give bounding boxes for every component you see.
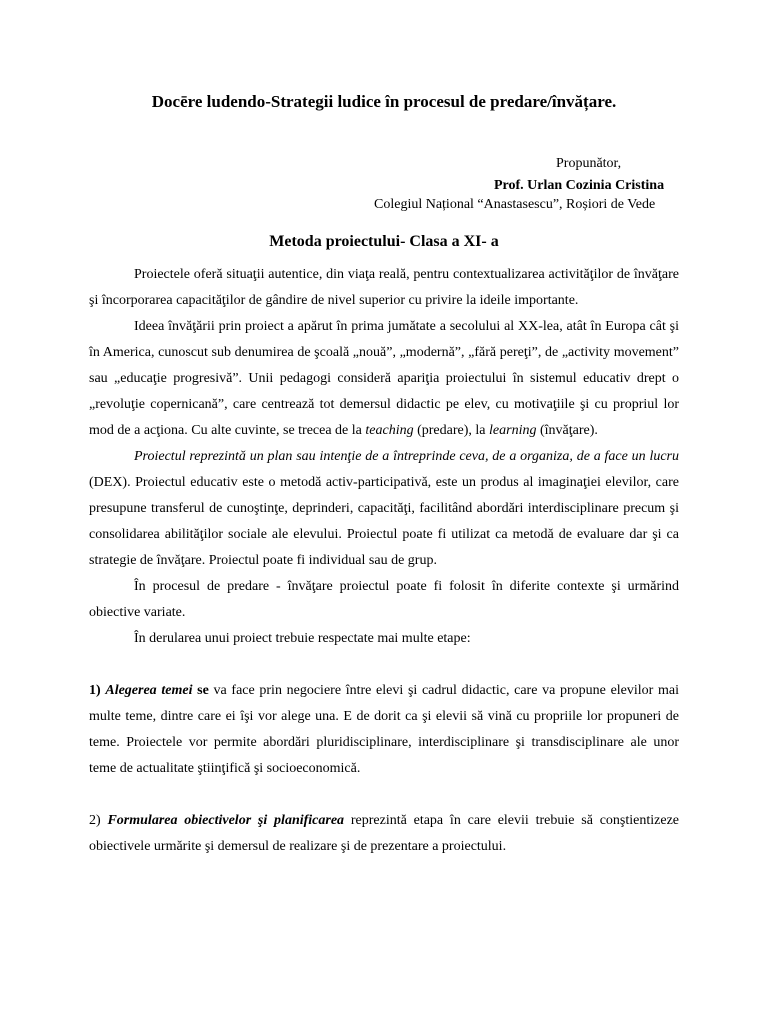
paragraph-definition: Proiectul reprezintă un plan sau intenţie de a întreprinde ceva, de a organiza, de a face un lucru (DEX). Proiectul educativ este o metodă activ-participativă, este un produs al imaginaţiei elevilor, care presupune transferul de cunoştinţe, deprinderi, capacităţi, facilitând abordări interdisciplinare precum şi consolidarea abilităţilor sociale ale elevului. Proiectul poate fi utilizat ca metodă de evaluare dar şi ca strategie de învăţare. Proiectul poate fi individual sau de grup. [89, 449, 679, 568]
document-title: Docēre ludendo-Strategii ludice în procesul de predare/învățare. [151, 92, 617, 111]
stage-1: 1) Alegerea temei se va face prin negociere între elevi şi cadrul didactic, care va propune elevilor mai multe teme, dintre care ei îşi vor alege una. E de dorit ca şi elevii să vină cu propriile lor propuneri de teme. Proiectele vor permite abordări pluridisciplinare, interdisciplinare şi transdisciplinare ale unor teme de actualitate ştiinţifică şi socioeconomică. [89, 683, 680, 776]
paragraph-intro: Proiectele oferă situaţii autentice, din viaţa reală, pentru contextualizarea activităţilor de învăţare şi încorporarea capacităţilor de gândire de nivel superior cu privire la ideile importante. [89, 267, 679, 308]
stage-2: 2) Formularea obiectivelor şi planificarea reprezintă etapa în care elevii trebuie să conştientizeze obiectivele urmărite şi demersul de realizare şi de prezentare a proiectului. [89, 813, 679, 854]
author-name: Prof. Urlan Cozinia Cristina [494, 178, 665, 193]
spacer [89, 652, 679, 678]
paragraph-stages-intro: În derularea unui proiect trebuie respectate mai multe etape: [134, 631, 471, 646]
author-school: Colegiul Național “Anastasescu”, Roșiori de Vede [374, 197, 656, 212]
paragraph-history: Ideea învăţării prin proiect a apărut în prima jumătate a secolului al XX-lea, atât în Europa cât şi în America, cunoscut sub denumirea de şcoală „nouă”, „modernă”, „fără pereţi”, de „activity movement” sau „educaţie progresivă”. Unii pedagogi consideră apariţia proiectului în sistemul educativ drept o „revoluţie copernicană”, care centrează tot demersul didactic pe elev, cu motivaţiile şi cu propriul lor mod de a acţiona. Cu alte cuvinte, se trecea de la teaching (predare), la learning (învăţare). [89, 319, 679, 438]
spacer [89, 782, 679, 808]
author-label: Propunător, [556, 156, 622, 171]
document-body [89, 262, 679, 860]
section-title: Metoda proiectului- Clasa a XI- a [269, 233, 499, 250]
paragraph-contexts: În procesul de predare - învăţare proiectul poate fi folosit în diferite contexte şi urmărind obiective variate. [89, 579, 679, 620]
